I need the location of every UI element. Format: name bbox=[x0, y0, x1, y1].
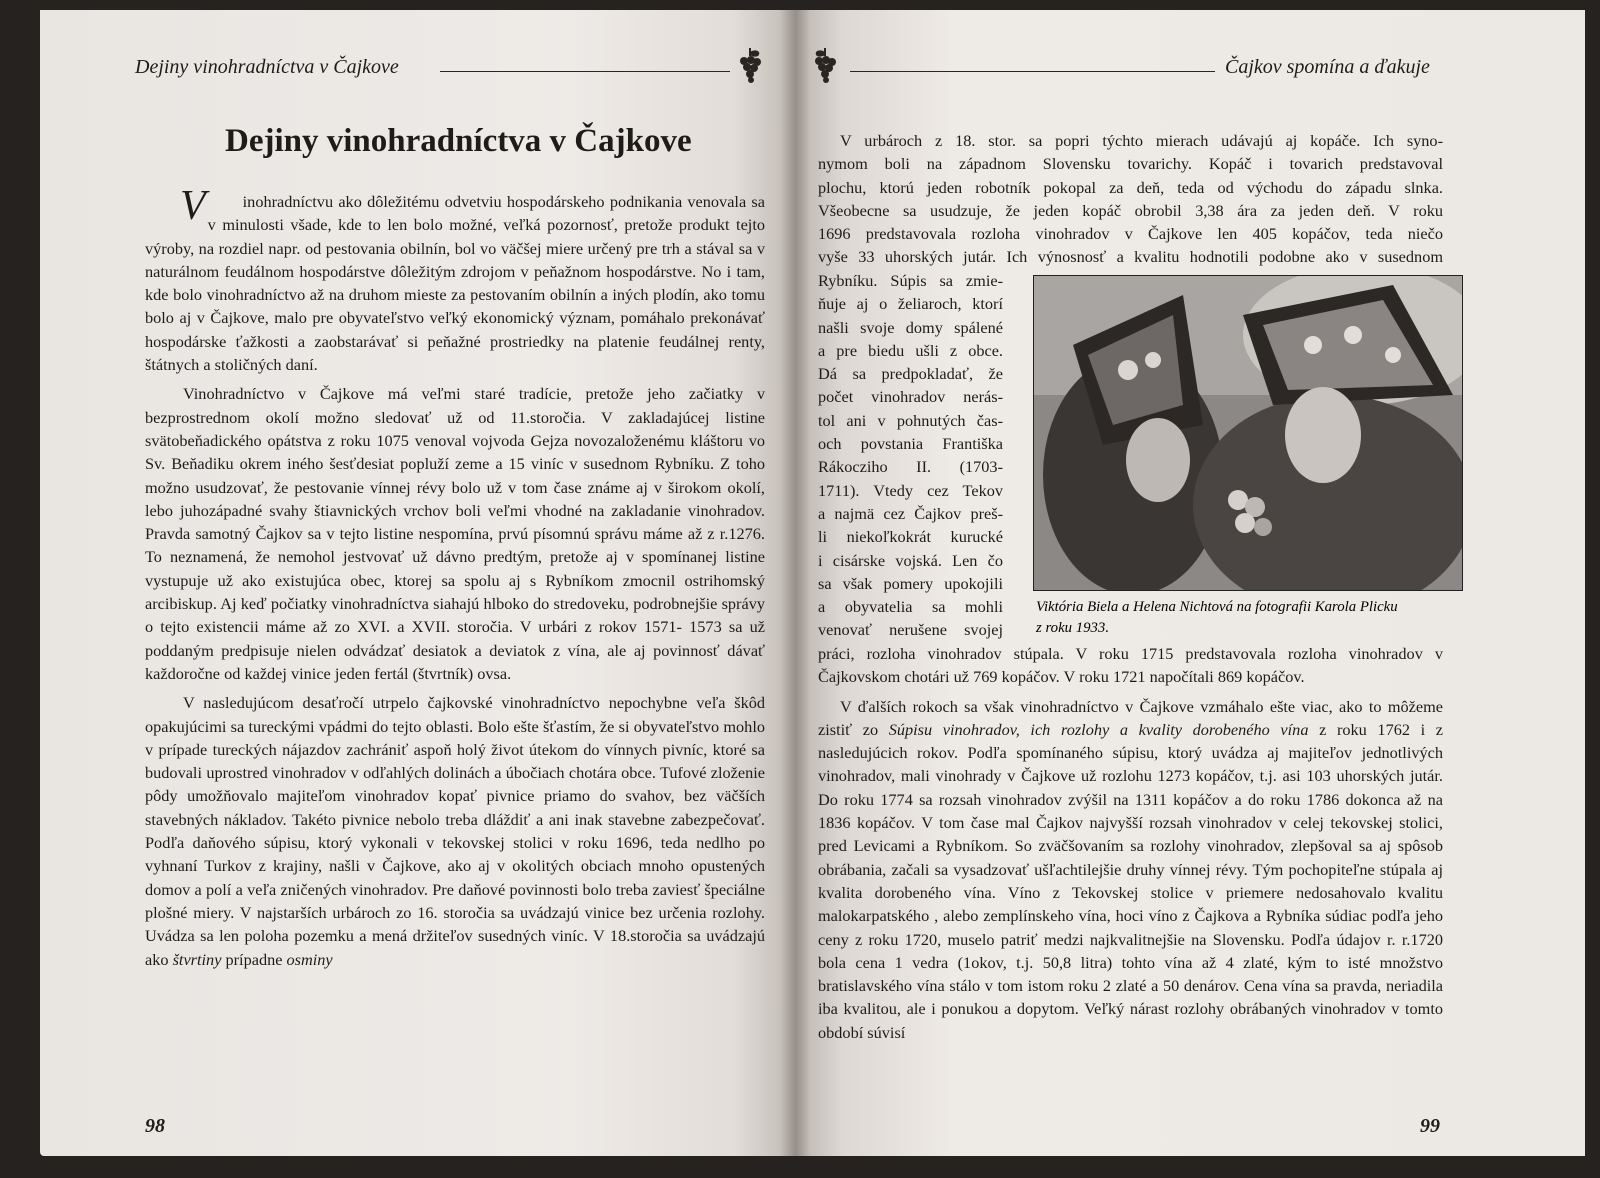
right-narrow-line: venovať nerušene svojej bbox=[818, 620, 1003, 640]
right-line: Všeobecne sa usudzuje, že jeden kopáč obrobil 3,38 ára za jeden deň. V roku bbox=[818, 200, 1443, 220]
left-paragraph-2: Vinohradníctvo v Čajkove má veľmi staré tradície, pretože jeho začiatky v bezprostrednom okolí možno sledovať už od 11.storočia. V zakladajúcej listine svätobeňadického opátstva z roku 1075 venoval vojvoda Gejza novozaloženému kláštoru vo Sv. Beňadiku okrem iného šesťdesiat popluží zeme a 15 viníc v susednom Rybníku. Z toho možno usudzovať, že pestovanie vínnej révy bolo už v tom čase známe aj v širokom okolí, lebo juhozápadné svahy štiavnických vrchov boli veľmi vhodné na zakladanie vinohradov. Pravda samotný Čajkov sa v tejto listine nespomína, prvú písomnú správu máme až z r.1276. To neznamená, že nemohol jestvovať už dávno predtým, pretože aj v spomínanej listine vystupuje už ako existujúca obec, ktorej sa spolu aj s Rybníkom zmocnil ostrihomský arcibiskup. Aj keď počiatky vinohradníctva siahajú hlboko do stredoveku, podrobnejšie správy o tejto existencii máme až zo XVI. a XVII. storočia. V urbári z rokov 1571- 1573 sa už poddaným predpisuje nielen odvádzať desiatok a deviatok z vína, ale aj povinnosť dávať každoročne od každej vinice jeden fertál (štvrtník) ovsa. bbox=[145, 384, 765, 683]
right-narrow-line: počet vinohradov nerás- bbox=[818, 387, 1003, 407]
right-paragraph-b-text: V ďalších rokoch sa však vinohradníctvo v Čajkove vzmáhalo ešte viac, ako to môžeme zistiť zo bbox=[818, 696, 1443, 739]
right-narrow-line: 1711). Vtedy cez Tekov bbox=[818, 480, 1003, 500]
right-narrow-line: a pre biedu ušli z obce. bbox=[818, 340, 1003, 360]
right-body-text bbox=[818, 642, 1443, 1044]
right-page-number: 99 bbox=[1420, 1115, 1440, 1137]
chapter-title: Dejiny vinohradníctva v Čajkove bbox=[225, 123, 692, 159]
right-running-head-text: Čajkov spomína a ďakuje bbox=[1225, 56, 1430, 78]
right-line: 1696 predstavovala rozloha vinohradov v Čajkove len 405 kopáčov, teda niečo bbox=[818, 224, 1443, 244]
right-narrow-line: sa však pomery upokojili bbox=[818, 573, 1003, 593]
left-paragraph-3-emphasis-2: osminy bbox=[286, 949, 333, 969]
left-header-rule bbox=[440, 71, 730, 72]
right-line: V urbároch z 18. stor. sa popri týchto mierach udávajú aj kopáče. Ich syno- bbox=[840, 131, 1443, 150]
photo-caption-line-1: Viktória Biela a Helena Nichtová na fotografii Karola Plicku bbox=[1036, 599, 1398, 615]
right-narrow-line: Dá sa predpokladať, že bbox=[818, 364, 1003, 384]
right-narrow-line: tol ani v pohnutých čas- bbox=[818, 410, 1003, 430]
left-paragraph-3 bbox=[145, 691, 765, 971]
right-paragraph-b bbox=[818, 695, 1443, 1044]
right-line: vyše 33 uhorských jutár. Ich výnosnosť a kvalitu hodnotili podobne ako v susednom bbox=[818, 247, 1443, 267]
right-running-header bbox=[795, 46, 1585, 86]
grape-vine-icon bbox=[805, 46, 845, 88]
left-paragraph-1 bbox=[145, 183, 765, 376]
left-paragraph-3-text: V nasledujúcom desaťročí utrpelo čajkovské vinohradníctvo nepochybne veľa škôd opakujúcimi sa tureckými vpádmi do tejto oblasti. Bolo ešte šťastím, že si obyvateľstvo mohlo v prípade tureckých nájazdov zachrániť aspoň holý život útekom do vínnych pivníc, ktoré sa budovali uprostred vinohradov v odľahlých dolinách a úbočiach chotára obce. Tufové zloženie pôdy umožňovalo majiteľom vinohradov kopať pivnice priamo do svahov, bez väčších stavebných nákladov. Takéto pivnice nebolo treba dláždiť a ani inak stavebne zabezpečovať. Podľa daňového súpisu, ktorý vykonali v tekovskej stolici v roku 1696, teda nedlho po vyhnaní Turkov z krajiny, našli v Čajkove, ako aj v okolitých obciach mnoho opustených domov a polí a veľa zničených vinohradov. Pre daňové povinnosti bolo treba zaviesť špeciálne plošné miery. V najstarších urbároch zo 16. storočia sa uvádzajú vinice bez určenia rozlohy. Uvádza sa len poloha pozemku a mená držiteľov susedných viníc. V 18.storočia sa uvádzajú ako bbox=[145, 693, 765, 969]
photograph-image bbox=[1033, 275, 1463, 591]
photo-caption bbox=[1036, 597, 1466, 639]
right-top-text bbox=[818, 129, 1443, 269]
right-narrow-line: a najmä cez Čajkov preš- bbox=[818, 503, 1003, 523]
right-narrow-line: ňuje aj o želiaroch, ktorí bbox=[818, 294, 1003, 314]
right-paragraph-a: práci, rozloha vinohradov stúpala. V roku 1715 predstavovala rozloha vinohradov v Čajkovskom chotári už 769 kopáčov. V roku 1721 napočítali 869 kopáčov. bbox=[818, 644, 1443, 687]
historical-photograph bbox=[1033, 275, 1463, 591]
left-paragraph-3-emphasis: štvrtiny bbox=[172, 949, 222, 969]
right-paragraph-b-text-2: z roku 1762 i z nasledujúcich rokov. Podľa spomínaného súpisu, ktorý uvádza aj majiteľov jednotlivých vinohradov, mali vinohrady v Čajkove už rozlohu 1273 kopáčov, t.j. asi 103 uhorských jutár. Do roku 1774 sa rozsah vinohradov zvýšil na 1311 kopáčov a do roku 1786 dokonca až na 1836 kopáčov. V tom čase mal Čajkov najvyšší rozsah vinohradov v celej tekovskej stolici, pred Levicami a Rybníkom. So zväčšovaním sa rozlohy vinohradov, zlepšoval sa aj spôsob obrábania, začali sa vysadzovať ušľachtilejšie druhy vínnej révy. Tým pochopiteľne stúpala aj kvalita dorobeného vína. Víno z Tekovskej stolice v priemere nedosahovalo kvalitu malokarpatského , alebo zemplínskeho vína, hoci víno z Čajkova a Rybníka súdiac podľa jeho ceny z roku 1720, muselo patriť medzi najkvalitnejšie na Slovensku. Podľa údajov r. r.1720 bola cena 1 vedra (1okov, t.j. 50,8 litra) tohto vína až 4 zlaté, kým to isté množstvo bratislavského vína stálo v tom istom roku 2 zlaté a 50 denárov. Cena vína sa pravda, neriadila iba kvalitou, ale i ponukou a dopytom. Veľký nárast rozlohy obrábaných vinohradov v tomto období súvisí bbox=[818, 719, 1444, 1042]
right-narrow-line: a obyvatelia sa mohli bbox=[818, 597, 1003, 617]
drop-cap: V bbox=[180, 183, 206, 229]
left-body-text bbox=[145, 183, 765, 971]
right-narrow-line: i cisárske vojská. Len čo bbox=[818, 550, 1003, 570]
left-paragraph-1-text: inohradníctvu ako dôležitému odvetviu hospodárskeho podnikania venovala sa v minulosti všade, kde to len bolo možné, veľká pozornosť, pretože produkt tejto výroby, na rozdiel napr. od pestovania obilnín, bol vo väčšej miere určený pre trh a stával sa v naturálnom feudálnom hospodárstve dôležitým zdrojom v peňažnom hospodárstve. No i tam, kde bolo vinohradníctvo až na druhom mieste za pestovaním obilnín a iných plodín, ako tomu bolo aj v Čajkove, malo pre obyvateľstvo veľký ekonomický význam, pomáhalo prekonávať hospodárske ťažkosti a zaobstarávať si peňažné prostriedky na platenie feudálnej renty, štátnych a stoličných daní. bbox=[145, 192, 765, 375]
right-narrow-line: Rákocziho II. (1703- bbox=[818, 457, 1003, 477]
photo-caption-line-2: z roku 1933. bbox=[1036, 620, 1110, 636]
left-page-number: 98 bbox=[145, 1115, 165, 1137]
right-narrow-line: Rybníku. Súpis sa zmie- bbox=[818, 271, 1003, 290]
right-narrow-line: li niekoľkokrát kurucké bbox=[818, 527, 1003, 547]
grape-vine-icon bbox=[730, 46, 770, 88]
left-running-header bbox=[40, 46, 795, 86]
right-narrow-line: och povstania Františka bbox=[818, 434, 1003, 454]
left-paragraph-3-text-2: prípadne bbox=[221, 949, 287, 969]
right-narrow-text bbox=[818, 269, 1003, 642]
right-header-rule bbox=[850, 71, 1215, 72]
right-line: plochu, ktorú jeden robotník pokopal za deň, teda od východu do západu slnka. bbox=[818, 177, 1443, 197]
left-running-head-text: Dejiny vinohradníctva v Čajkove bbox=[135, 56, 399, 78]
right-line: nymom boli na západnom Slovensku tovarichy. Kopáč i tovarich predstavoval bbox=[818, 154, 1443, 174]
left-page bbox=[40, 10, 795, 1156]
right-paragraph-b-emphasis: Súpisu vinohradov, ich rozlohy a kvality dorobeného vína bbox=[888, 719, 1309, 739]
right-narrow-line: našli svoje domy spálené bbox=[818, 317, 1003, 337]
